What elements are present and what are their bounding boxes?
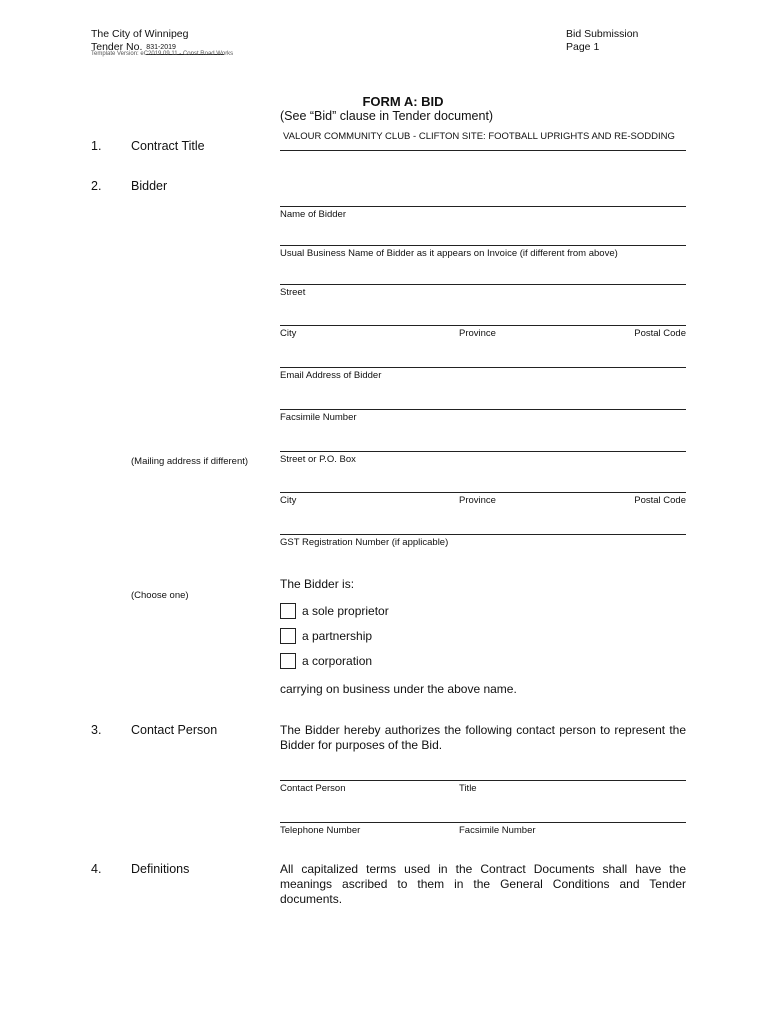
postal-code-label: Postal Code: [634, 328, 686, 339]
header-org: The City of Winnipeg: [91, 28, 189, 40]
section-1-label: Contract Title: [131, 139, 205, 153]
corporation-label: a corporation: [302, 654, 373, 668]
template-note: Template Version: eC2019 09 11 - Const Road Works: [91, 51, 234, 57]
contact-fax-label: Facsimile Number: [459, 825, 536, 836]
fax-label: Facsimile Number: [280, 412, 357, 423]
business-name-label: Usual Business Name of Bidder as it appears on Invoice (if different from above): [280, 248, 618, 259]
section-2-label: Bidder: [131, 179, 168, 193]
telephone-label: Telephone Number: [280, 825, 361, 836]
postal-code2-label: Postal Code: [634, 495, 686, 506]
contact-title-label: Title: [459, 783, 477, 794]
mailing-note: (Mailing address if different): [131, 456, 249, 467]
sole-proprietor-label: a sole proprietor: [302, 604, 389, 618]
contact-person-label: Contact Person: [280, 783, 346, 794]
city-line[interactable]: [280, 325, 686, 326]
street-label: Street: [280, 287, 306, 298]
section-2-number: 2.: [91, 179, 102, 193]
street-po-line[interactable]: [280, 451, 686, 452]
street-line[interactable]: [280, 284, 686, 285]
choose-one-note: (Choose one): [131, 590, 189, 601]
section-1-number: 1.: [91, 139, 102, 153]
province-label: Province: [459, 328, 496, 339]
email-line[interactable]: [280, 367, 686, 368]
email-label: Email Address of Bidder: [280, 370, 382, 381]
contact-phone-line[interactable]: [280, 822, 686, 823]
city2-line[interactable]: [280, 492, 686, 493]
form-title: FORM A: BID: [362, 94, 444, 109]
city2-label: City: [280, 495, 297, 506]
corporation-checkbox[interactable]: [280, 653, 296, 669]
carrying-on-text: carrying on business under the above name.: [280, 682, 517, 696]
province2-label: Province: [459, 495, 496, 506]
contact-person-line[interactable]: [280, 780, 686, 781]
contract-title-value: VALOUR COMMUNITY CLUB - CLIFTON SITE: FOOTBALL UPRIGHTS AND RE-SODDING: [283, 131, 675, 142]
header-page: Page 1: [566, 41, 600, 53]
tender-number: 831-2019: [146, 44, 176, 51]
contact-authorization-text: The Bidder hereby authorizes the following contact person to represent the Bidder for purposes of the Bid.: [280, 723, 686, 752]
section-3-label: Contact Person: [131, 723, 218, 737]
section-4-number: 4.: [91, 862, 102, 876]
sole-proprietor-checkbox[interactable]: [280, 603, 296, 619]
section-3-number: 3.: [91, 723, 102, 737]
partnership-label: a partnership: [302, 629, 373, 643]
bidder-name-label: Name of Bidder: [280, 209, 347, 220]
form-subtitle: (See “Bid” clause in Tender document): [280, 109, 494, 123]
fax-line[interactable]: [280, 409, 686, 410]
bidder-is-text: The Bidder is:: [280, 577, 355, 591]
gst-label: GST Registration Number (if applicable): [280, 537, 449, 548]
business-name-line[interactable]: [280, 245, 686, 246]
definitions-text: All capitalized terms used in the Contract Documents shall have the meanings ascribed to them in the General Conditions and Tender documents.: [280, 862, 686, 906]
section-4-label: Definitions: [131, 862, 190, 876]
bidder-name-line[interactable]: [280, 206, 686, 207]
city-label: City: [280, 328, 297, 339]
partnership-checkbox[interactable]: [280, 628, 296, 644]
tender-label: Tender No.: [91, 41, 143, 53]
contract-title-line: [280, 150, 686, 151]
gst-line[interactable]: [280, 534, 686, 535]
header-bid-submission: Bid Submission: [566, 28, 639, 40]
street-po-label: Street or P.O. Box: [280, 454, 356, 465]
